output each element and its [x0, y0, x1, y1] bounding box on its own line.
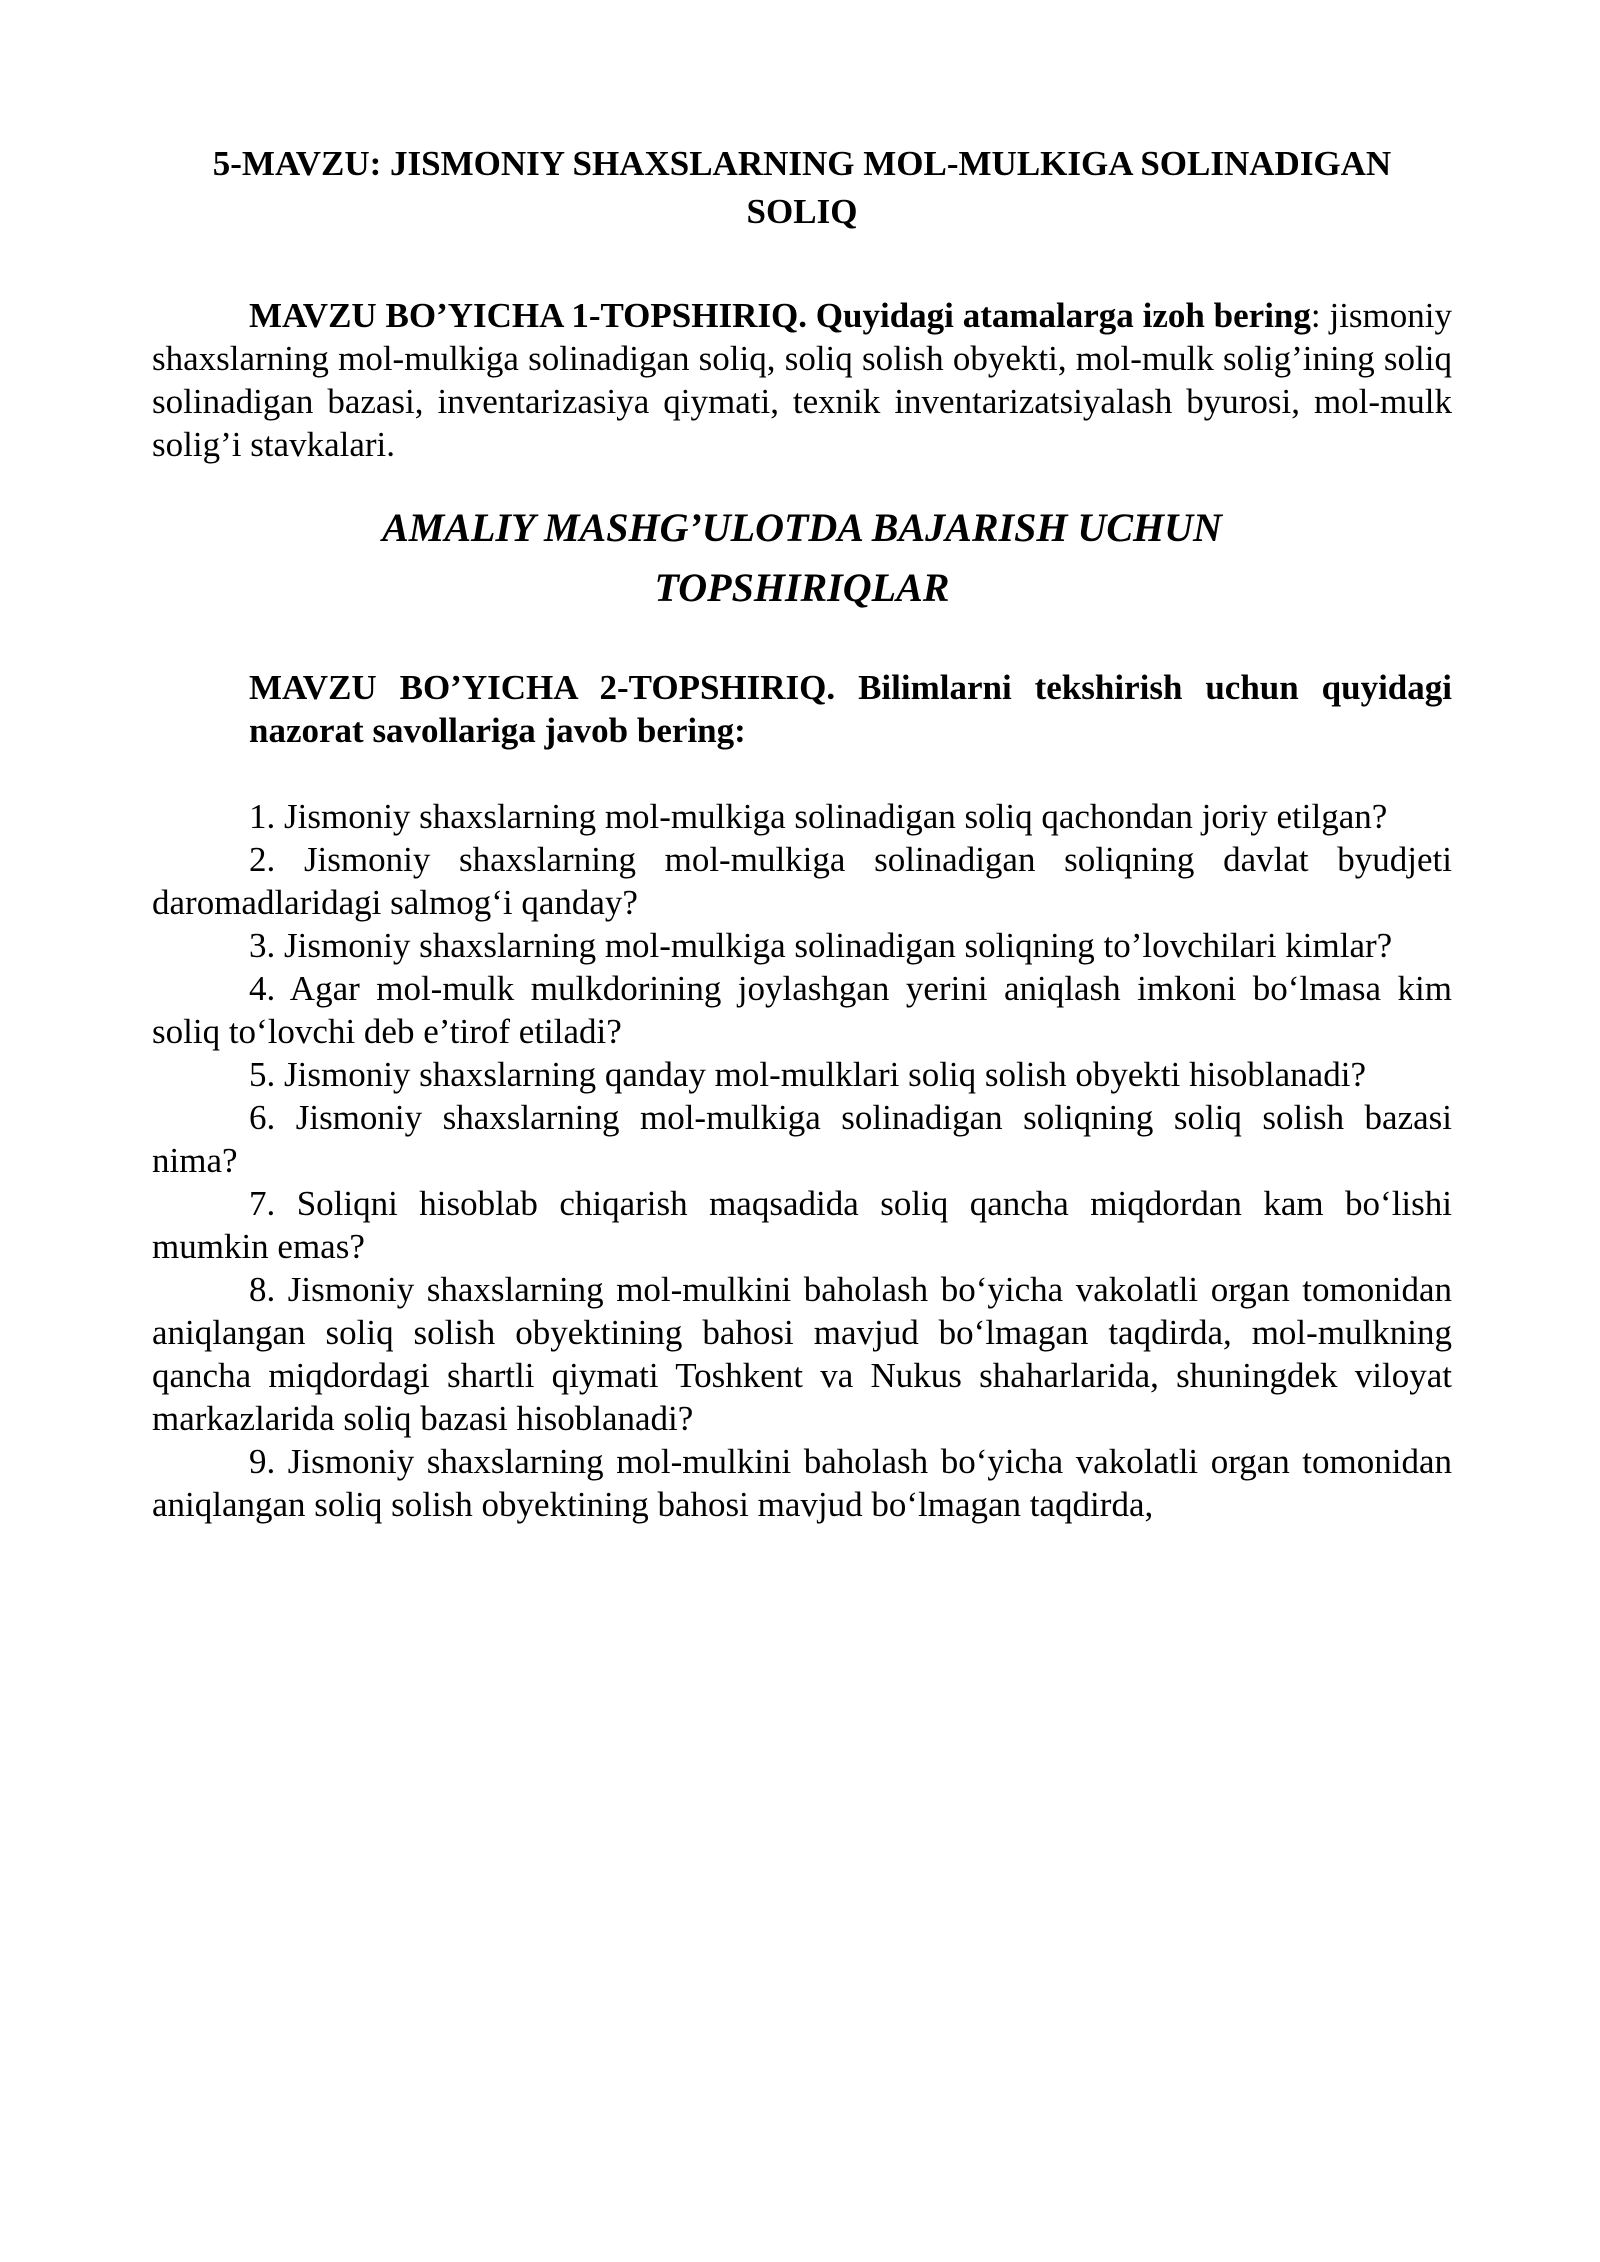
title-line-1: 5-MAVZU: JISMONIY SHAXSLARNING MOL-MULKIGA SOLINADIGAN [212, 144, 1392, 183]
question-number: 7. [249, 1184, 276, 1223]
question-item [152, 967, 1452, 1053]
subtitle-line-1: AMALIY MASHG’ULOTDA BAJARISH UCHUN [382, 505, 1222, 550]
task-1-colon: : [1310, 296, 1321, 335]
question-list [152, 795, 1452, 1526]
question-item [152, 924, 1452, 967]
question-number: 8. [249, 1270, 276, 1309]
question-number: 1. [249, 797, 276, 836]
question-number: 2. [249, 840, 276, 879]
question-number: 5. [249, 1055, 276, 1094]
question-text: Soliqni hisoblab chiqarish maqsadida soliq qancha miqdordan kam bo‘lishi mumkin emas? [152, 1184, 1452, 1266]
task-2-heading: MAVZU BO’YICHA 2-TOPSHIRIQ. Bilimlarni tekshirish uchun quyidagi nazorat savollariga javob bering: [249, 668, 1452, 750]
document-title [152, 140, 1452, 236]
question-item [152, 795, 1452, 838]
question-item [152, 1268, 1452, 1440]
question-text: Agar mol-mulk mulkdorining joylashgan yerini aniqlash imkoni bo‘lmasa kim soliq to‘lovchi deb e’tirof etiladi? [152, 969, 1452, 1051]
question-text: Jismoniy shaxslarning mol-mulkiga solinadigan soliq qachondan joriy etilgan? [284, 797, 1388, 836]
question-item [152, 1053, 1452, 1096]
title-line-2: SOLIQ [746, 192, 858, 231]
question-text: Jismoniy shaxslarning mol-mulkiga solinadigan soliqning davlat byudjeti daromadlaridagi salmog‘i qanday? [152, 840, 1453, 922]
subtitle-line-2: TOPSHIRIQLAR [654, 565, 950, 610]
question-text: Jismoniy shaxslarning mol-mulkini baholash bo‘yicha vakolatli organ tomonidan aniqlangan soliq solish obyektining bahosi mavjud bo‘lmagan taqdirda, [152, 1442, 1453, 1524]
task-1-text: jismoniy shaxslarning mol-mulkiga solinadigan soliq, soliq solish obyekti, mol-mulk solig’ining soliq solinadigan bazasi, inventarizasiya qiymati, texnik inventarizatsiyalash byurosi, mol-mulk solig’i stavkalari. [152, 296, 1452, 464]
question-number: 6. [249, 1098, 276, 1137]
question-text: Jismoniy shaxslarning mol-mulkini baholash bo‘yicha vakolatli organ tomonidan aniqlangan soliq solish obyektining bahosi mavjud bo‘lmagan taqdirda, mol-mulkning qancha miqdordagi shartli qiymati Toshkent va Nukus shaharlarida, shuningdek viloyat markazlarida soliq bazasi hisoblanadi? [152, 1270, 1453, 1438]
question-text: Jismoniy shaxslarning mol-mulkiga solinadigan soliqning soliq solish bazasi nima? [152, 1098, 1452, 1180]
task-1-paragraph [152, 294, 1452, 466]
question-item [152, 838, 1452, 924]
task-1-label: MAVZU BO’YICHA 1-TOPSHIRIQ. Quyidagi atamalarga izoh bering [249, 296, 1311, 335]
question-item [152, 1440, 1452, 1526]
section-subtitle [152, 498, 1452, 618]
document-page [152, 140, 1452, 1526]
question-text: Jismoniy shaxslarning mol-mulkiga solinadigan soliqning to’lovchilari kimlar? [284, 926, 1393, 965]
question-item [152, 1182, 1452, 1268]
question-number: 3. [249, 926, 276, 965]
question-text: Jismoniy shaxslarning qanday mol-mulklari soliq solish obyekti hisoblanadi? [284, 1055, 1366, 1094]
question-number: 4. [249, 969, 276, 1008]
question-number: 9. [249, 1442, 276, 1481]
question-item [152, 1096, 1452, 1182]
